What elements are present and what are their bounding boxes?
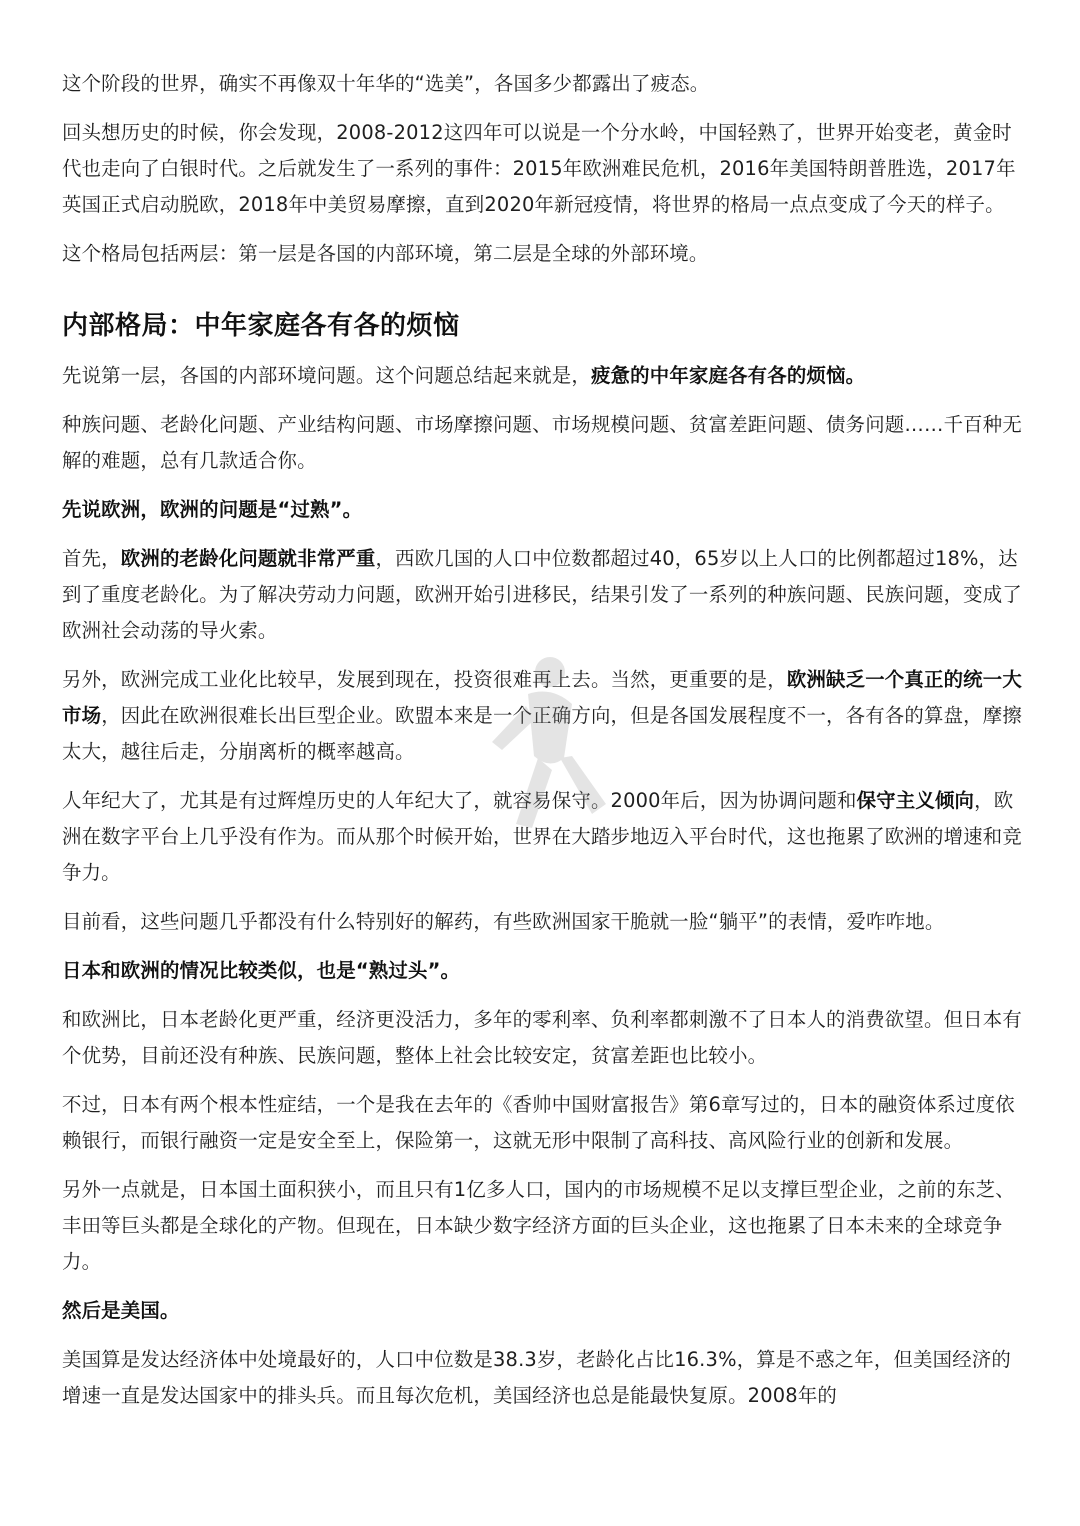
- paragraph-japan-finance: 不过，日本有两个根本性症结，一个是我在去年的《香帅中国财富报告》第6章写过的，日本的融资体系过度依赖银行，而银行融资一定是安全至上，保险第一，这就无形中限制了高科技、高风险行业的创新和发展。: [62, 1093, 1015, 1152]
- paragraph-europe-aging: [62, 541, 1022, 649]
- paragraph-usa: 美国算是发达经济体中处境最好的，人口中位数是38.3岁，老龄化占比16.3%，算是不惑之年，但美国经济的增速一直是发达国家中的排头兵。而且每次危机，美国经济也总是能最快复原。2008年的: [62, 1348, 1011, 1407]
- paragraph-history: 回头想历史的时候，你会发现，2008-2012这四年可以说是一个分水岭，中国轻熟了，世界开始变老，黄金时代也走向了白银时代。之后就发生了一系列的事件：2015年欧洲难民危机，2016年美国特朗普胜选，2017年英国正式启动脱欧，2018年中美贸易摩擦，直到2020年新冠疫情，将世界的格局一点点变成了今天的样子。: [62, 121, 1016, 216]
- paragraph-japan-lead: [62, 953, 1022, 989]
- text-segment: 另外，欧洲完成工业化比较早，发展到现在，投资很难再上去。当然，更重要的是，: [62, 668, 787, 691]
- paragraph-europe-lead: [62, 492, 1022, 528]
- bold-text: 日本和欧洲的情况比较类似，也是“熟过头”。: [62, 959, 461, 982]
- bold-text: 欧洲缺乏一个真正的统一大市场: [62, 668, 1022, 727]
- bold-text: 先说欧洲，欧洲的问题是“过熟”。: [62, 498, 363, 521]
- document-page: [62, 66, 1022, 1427]
- paragraph-japan-market: 另外一点就是，日本国土面积狭小，而且只有1亿多人口，国内的市场规模不足以支撑巨型企业，之前的东芝、丰田等巨头都是全球化的产物。但现在，日本缺少数字经济方面的巨头企业，这也拖累了日本未来的全球竞争力。: [62, 1178, 1015, 1273]
- paragraph-two-layers: 这个格局包括两层：第一层是各国的内部环境，第二层是全球的外部环境。: [62, 242, 709, 265]
- bold-text: 保守主义倾向: [856, 789, 975, 812]
- section-heading: 内部格局：中年家庭各有各的烦恼: [62, 311, 460, 341]
- text-segment: 先说第一层，各国的内部环境问题。这个问题总结起来就是，: [62, 364, 591, 387]
- paragraph-europe-market: [62, 662, 1022, 770]
- text-segment: 首先，: [62, 547, 121, 570]
- bold-text: 欧洲的老龄化问题就非常严重: [120, 547, 376, 570]
- paragraph-europe-outlook: 目前看，这些问题几乎都没有什么特别好的解药，有些欧洲国家干脆就一脸“躺平”的表情，爱咋咋地。: [62, 910, 945, 933]
- paragraph-europe-conservatism: [62, 783, 1022, 891]
- bold-text: 疲惫的中年家庭各有各的烦恼。: [590, 364, 866, 387]
- text-segment: 人年纪大了，尤其是有过辉煌历史的人年纪大了，就容易保守。2000年后，因为协调问题和: [62, 789, 857, 812]
- text-segment: ，因此在欧洲很难长出巨型企业。欧盟本来是一个正确方向，但是各国发展程度不一，各有各的算盘，摩擦太大，越往后走，分崩离析的概率越高。: [62, 704, 1022, 763]
- text-segment: ，西欧几国的人口中位数都超过40，65岁以上人口的比例都超过18%，达到了重度老龄化。为了解决劳动力问题，欧洲开始引进移民，结果引发了一系列的种族问题、民族问题，变成了欧洲社会动荡的导火索。: [62, 547, 1022, 642]
- paragraph-problems-list: 种族问题、老龄化问题、产业结构问题、市场摩擦问题、市场规模问题、贫富差距问题、债务问题……千百种无解的难题，总有几款适合你。: [62, 413, 1022, 472]
- paragraph-japan-aging: 和欧洲比，日本老龄化更严重，经济更没活力，多年的零利率、负利率都刺激不了日本人的消费欲望。但日本有个优势，目前还没有种族、民族问题，整体上社会比较安定，贫富差距也比较小。: [62, 1008, 1022, 1067]
- paragraph-intro: 这个阶段的世界，确实不再像双十年华的“选美”，各国多少都露出了疲态。: [62, 72, 710, 95]
- paragraph-first-layer: [62, 358, 1022, 394]
- paragraph-usa-lead: [62, 1293, 1022, 1329]
- text-segment: ，欧洲在数字平台上几乎没有作为。而从那个时候开始，世界在大踏步地迈入平台时代，这也拖累了欧洲的增速和竞争力。: [62, 789, 1022, 884]
- bold-text: 然后是美国。: [62, 1299, 180, 1322]
